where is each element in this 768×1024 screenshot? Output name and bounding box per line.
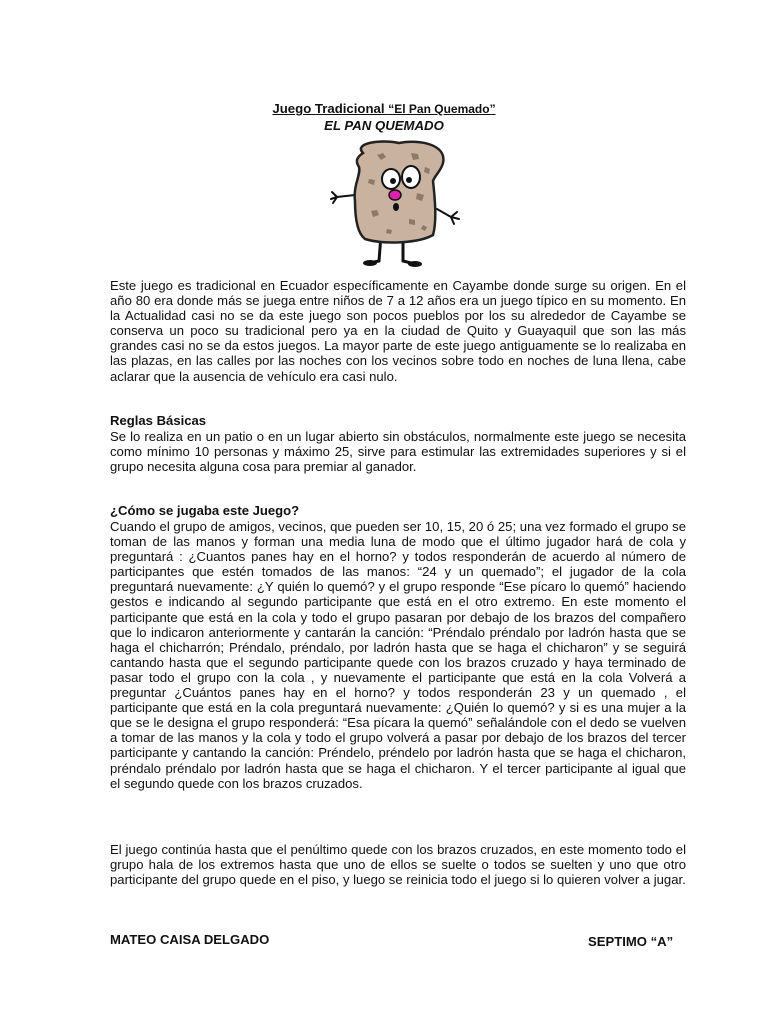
title-quoted: “El Pan Quemado” — [388, 102, 496, 116]
mouth — [393, 203, 399, 211]
document-subtitle: EL PAN QUEMADO — [324, 118, 444, 133]
howto-paragraph: Cuando el grupo de amigos, vecinos, que pueden ser 10, 15, 20 ó 25; una vez formado el grupo se toman de las manos y forman una media luna de modo que el último jugador hará de cola y preguntará : ¿Cuantos panes hay en el horno? y todos responderán de acuerdo al número de participantes que estén tomados de las manos: “24 y un quemado”; el jugador de la cola preguntará nuevamente: ¿Y quién lo quemó? y el grupo responde “Ese pícaro lo quemó” haciendo gestos e indicando al segundo participante que está en el otro extremo. En este momento el participante que está en la cola y todo el grupo pasaran por debajo de los brazos del compañero que lo indicaron anteriormente y cantarán la canción: “Préndalo préndalo por ladrón hasta que se haga el chicharrón; Préndalo, préndalo, por ladrón hasta que se haga el chicharon” y se seguirá cantando hasta que el segundo participante quede con los brazos cruzado y haya terminado de pasar todo el grupo con la cola , y nuevamente el participante que está en la cola Volverá a preguntar ¿Cuántos panes hay en el horno? y todos responderán 23 y un quemado , el participante que está en la cola preguntará nuevamente: ¿Quién lo quemó? y si es una mujer a la que se le designa el grupo responderá: “Esa pícara la quemó” señalándole con el dedo se vuelven a tomar de las manos y la cola y todo el grupo volverá a pasar por debajo de los brazos del tercer participante y cantando la canción: Préndelo, préndelo por ladrón hasta que se haga el chicharon, préndalo préndalo por ladrón hasta que se haga el chicharon. Y el tercer participante al igual que el segundo quede con los brazos cruzados. — [110, 519, 686, 791]
left-shoe — [363, 260, 377, 266]
ending-paragraph: El juego continúa hasta que el penúltimo quede con los brazos cruzados, en este momento todo el grupo hala de los extremos hasta que uno de ellos se suelte o todos se suelten y uno que otro participante del grupo quede en el piso, y luego se reinicia todo el juego si lo quieren volver a jugar. — [110, 842, 686, 888]
right-arm — [437, 209, 459, 224]
left-pupil — [390, 178, 396, 184]
right-shoe — [408, 261, 422, 267]
author-name: MATEO CAISA DELGADO — [110, 932, 270, 947]
intro-paragraph: Este juego es tradicional en Ecuador específicamente en Cayambe donde surge su origen. En el año 80 era donde más se juega entre niños de 7 a 12 años era un juego típico en su momento. En la Actualidad casi no se da este juego son pocos pueblos por los su alrededor de Cayambe se conserva un poco su tradicional pero ya en la ciudad de Quito y Guayaquil que son las más grandes casi no se da estos juegos. La mayor parte de este juego antiguamente se lo realizaba en las plazas, en las calles por las noches con los vecinos sobre todo en noches de luna llena, cabe aclarar que la ausencia de vehículo era casi nulo. — [110, 278, 686, 384]
toasted-bread-illustration — [325, 137, 465, 272]
title-prefix: Juego Tradicional — [272, 101, 389, 116]
howto-heading: ¿Cómo se jugaba este Juego? — [110, 503, 300, 518]
grade-label: SEPTIMO “A” — [588, 934, 674, 949]
rules-heading: Reglas Básicas — [110, 413, 207, 428]
rules-paragraph: Se lo realiza en un patio o en un lugar abierto sin obstáculos, normalmente este juego se necesita como mínimo 10 personas y máximo 25, sirve para estimular las extremidades superiores y si el grupo necesita alguna cosa para premiar al ganador. — [110, 429, 686, 475]
right-pupil — [406, 177, 412, 183]
document-title — [0, 101, 768, 117]
nose — [389, 190, 401, 200]
title-block — [0, 101, 768, 134]
left-arm — [331, 192, 355, 203]
right-eye — [402, 166, 420, 188]
